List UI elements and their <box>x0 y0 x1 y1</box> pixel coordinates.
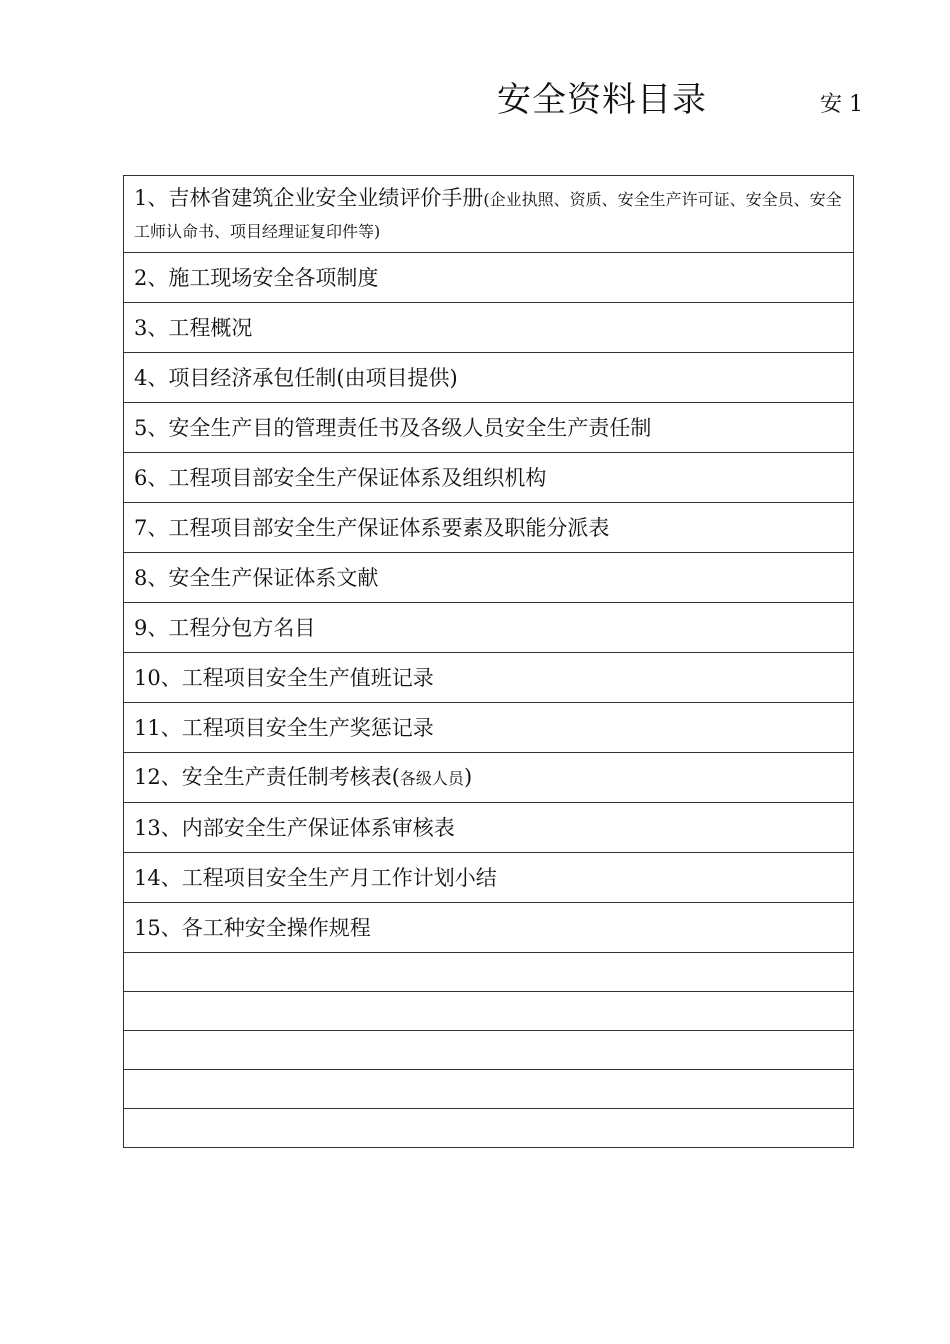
list-item: 9、工程分包方名目 <box>124 603 854 653</box>
table-row <box>124 803 854 853</box>
empty-cell <box>124 992 854 1031</box>
table-row <box>124 303 854 353</box>
empty-row <box>124 1109 854 1148</box>
list-item: 13、内部安全生产保证体系审核表 <box>124 803 854 853</box>
list-item: 5、安全生产目的管理责任书及各级人员安全生产责任制 <box>124 403 854 453</box>
list-item: 3、工程概况 <box>124 303 854 353</box>
table-row <box>124 703 854 753</box>
table-row <box>124 753 854 803</box>
table-row <box>124 603 854 653</box>
page-title: 安全资料目录 <box>497 80 707 120</box>
item-suffix: ) <box>463 764 473 789</box>
list-item: 2、施工现场安全各项制度 <box>124 253 854 303</box>
empty-row <box>124 992 854 1031</box>
table-row <box>124 903 854 953</box>
empty-cell <box>124 1031 854 1070</box>
list-item <box>124 753 854 803</box>
table-row <box>124 503 854 553</box>
empty-row <box>124 953 854 992</box>
empty-cell <box>124 1109 854 1148</box>
empty-cell <box>124 953 854 992</box>
table-row <box>124 353 854 403</box>
table-row <box>124 403 854 453</box>
list-item: 14、工程项目安全生产月工作计划小结 <box>124 853 854 903</box>
list-item: 15、各工种安全操作规程 <box>124 903 854 953</box>
table-row <box>124 453 854 503</box>
table-row <box>124 853 854 903</box>
list-item: 10、工程项目安全生产值班记录 <box>124 653 854 703</box>
item-note: (企业执照、资质、安全生产许可证、安全员、安全工师认命书、项目经理证复印件等) <box>134 190 842 241</box>
list-item: 4、项目经济承包任制(由项目提供) <box>124 353 854 403</box>
form-code: 安 1 <box>820 92 863 117</box>
item-label: 1、吉林省建筑企业安全业绩评价手册 <box>134 186 484 210</box>
list-item: 11、工程项目安全生产奖惩记录 <box>124 703 854 753</box>
list-item: 8、安全生产保证体系文献 <box>124 553 854 603</box>
table-row <box>124 253 854 303</box>
table-row <box>124 553 854 603</box>
table-row <box>124 653 854 703</box>
contents-table <box>123 175 854 1148</box>
item-label: 12、安全生产责任制考核表( <box>134 764 400 789</box>
empty-row <box>124 1070 854 1109</box>
empty-cell <box>124 1070 854 1109</box>
list-item <box>124 176 854 253</box>
list-item: 6、工程项目部安全生产保证体系及组织机构 <box>124 453 854 503</box>
item-note: 各级人员 <box>399 768 464 788</box>
list-item: 7、工程项目部安全生产保证体系要素及职能分派表 <box>124 503 854 553</box>
empty-row <box>124 1031 854 1070</box>
table-row <box>124 176 854 253</box>
